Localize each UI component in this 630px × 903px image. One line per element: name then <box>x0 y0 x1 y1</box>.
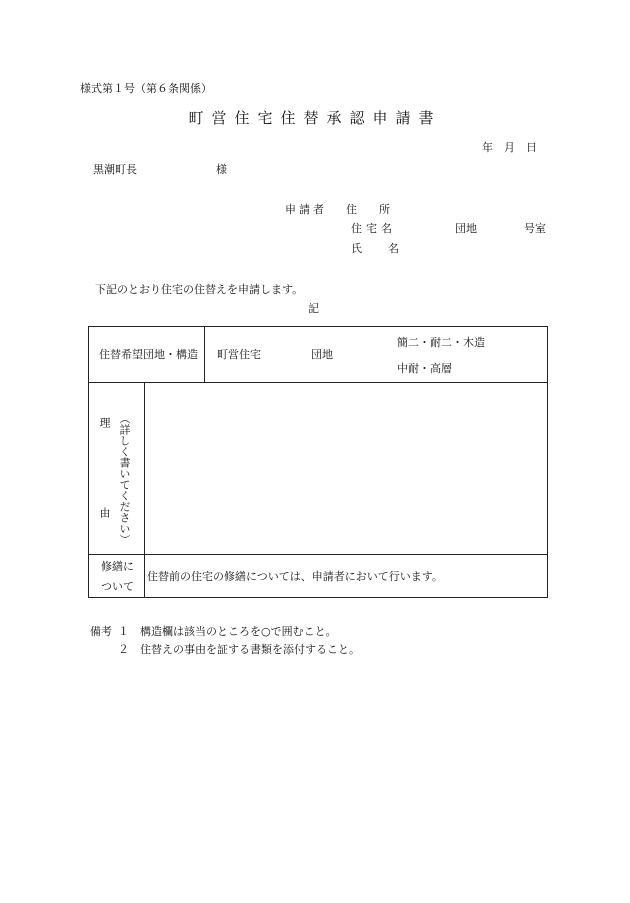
desired-complex-label: 住替希望団地・構造 <box>99 348 198 361</box>
column-divider <box>204 327 205 382</box>
repair-label-line1: 修繕に <box>101 560 134 573</box>
address-label: 住所 <box>346 203 412 216</box>
ki-heading: 記 <box>308 302 319 315</box>
date-line: 年 月 日 <box>482 141 537 154</box>
structure-option-1[interactable]: 簡二・耐二・木造 <box>397 336 485 349</box>
repair-text: 住替前の住宅の修繕については、申請者において行います。 <box>147 570 443 583</box>
statement: 下記のとおり住宅の住替えを申請します。 <box>95 283 304 296</box>
danchi-text: 団地 <box>311 348 333 361</box>
form-table <box>88 326 548 598</box>
housing-name-label: 住宅名 <box>351 222 396 235</box>
document-title: 町営住宅住替承認申請書 <box>188 109 442 127</box>
notes-heading: 備考 <box>90 625 112 638</box>
addressee: 黒潮町長 <box>93 163 137 176</box>
repair-label-line2: ついて <box>101 580 134 593</box>
reason-label-yu: 由 <box>98 507 111 518</box>
row-divider <box>89 554 547 555</box>
name-label: 氏名 <box>351 242 425 255</box>
room-label: 号室 <box>524 222 546 235</box>
reason-label-ri: 理 <box>98 417 111 428</box>
reason-input-area[interactable] <box>145 383 547 553</box>
note-item: １ 構造欄は該当のところを○で囲むこと。 <box>118 625 337 638</box>
applicant-label: 申請者 <box>285 203 327 216</box>
honorific: 様 <box>216 163 227 176</box>
form-number: 様式第１号（第６条関係） <box>80 82 212 95</box>
structure-option-2[interactable]: 中耐・高層 <box>397 362 452 375</box>
town-housing-text: 町営住宅 <box>217 348 261 361</box>
reason-note: （詳しく書いてください） <box>118 413 131 545</box>
note-item: ２ 住替えの事由を証する書類を添付すること。 <box>118 643 360 656</box>
danchi-label: 団地 <box>455 222 477 235</box>
